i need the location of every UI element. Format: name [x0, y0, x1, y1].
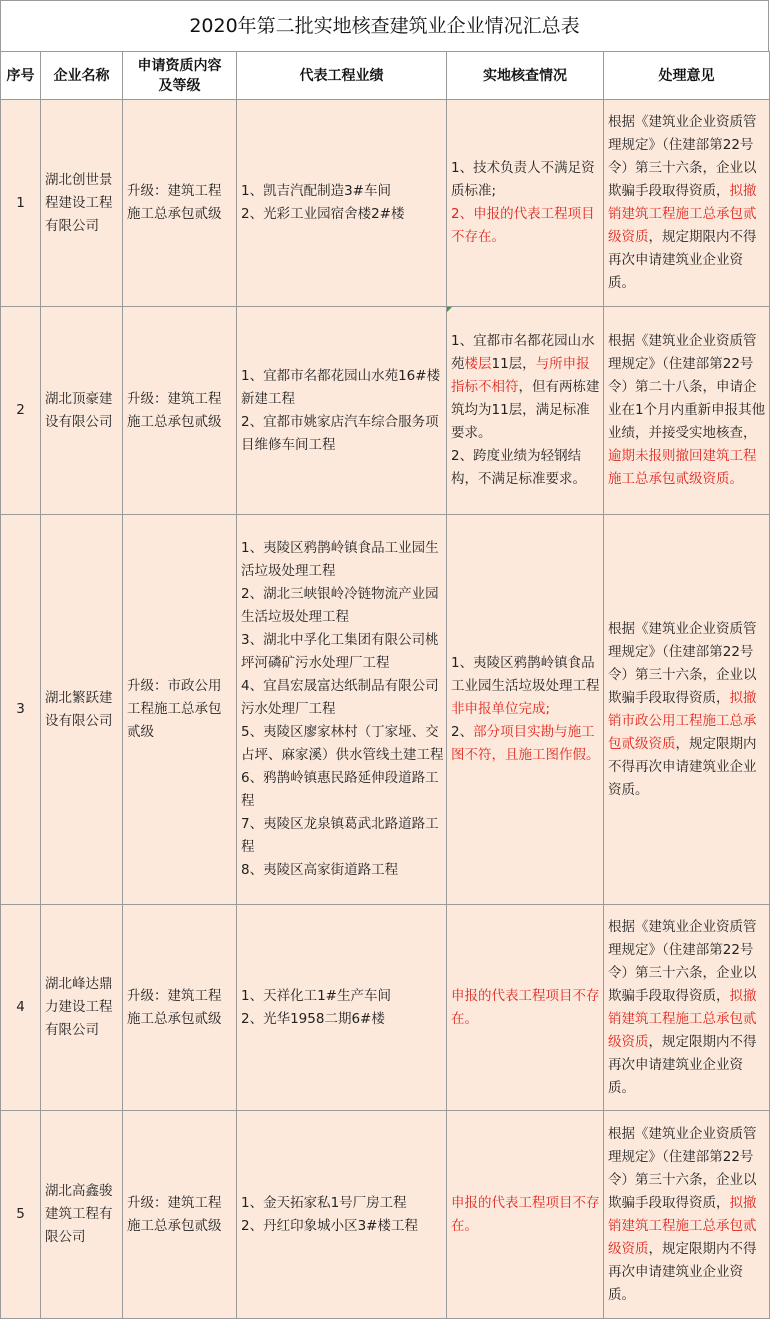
opinion-text: 根据《建筑业企业资质管理规定》（住建部第22号令）第二十八条，申请企业在1个月内重新申报其他业绩，并接受实地核查，	[608, 333, 766, 441]
project-item: 1、夷陵区鸦鹊岭镇食品工业园生活垃圾处理工程	[241, 540, 439, 579]
inspection-finding: 11层，	[491, 356, 536, 372]
inspection-result	[447, 905, 604, 1111]
opinion-highlight: 拟撤销建筑工程施工总承包贰级资质	[608, 987, 757, 1050]
inspection-result	[447, 1111, 604, 1319]
project-list	[237, 307, 447, 515]
header-qualification-line2: 及等级	[158, 77, 201, 94]
row-number: 5	[1, 1111, 41, 1319]
header-opinion: 处理意见	[604, 52, 770, 100]
project-item: 1、金天拓家私1号厂房工程	[241, 1194, 407, 1211]
inspection-finding: 1、技术负责人不满足资质标准;	[451, 160, 595, 199]
row-number: 3	[1, 515, 41, 905]
handling-opinion	[604, 1111, 770, 1319]
inspection-finding-highlight: 申报的代表工程项目不存在。	[451, 987, 600, 1027]
project-item: 2、光彩工业园宿舍楼2#楼	[241, 206, 405, 222]
header-inspection: 实地核查情况	[447, 52, 604, 100]
inspection-result	[447, 515, 604, 905]
inspection-finding-highlight: 2、申报的代表工程项目不存在。	[451, 206, 595, 245]
row-number: 2	[1, 307, 41, 515]
table-row	[1, 905, 770, 1111]
handling-opinion	[604, 905, 770, 1111]
inspection-finding-highlight: 楼层	[464, 356, 492, 372]
opinion-text: ，规定期限内不得再次申请建筑业企业资质。	[608, 229, 757, 291]
inspection-finding-highlight: 部分项目实勘与施工图不符，且施工图作假。	[451, 724, 600, 763]
table-row	[1, 307, 770, 515]
handling-opinion	[604, 307, 770, 515]
inspection-finding: 2、跨度业绩为轻钢结构，不满足标准要求。	[451, 448, 586, 487]
qualification: 升级：建筑工程施工总承包贰级	[123, 905, 237, 1111]
project-item: 5、夷陵区廖家林村（丁家垭、交占坪、麻家溪）供水管线土建工程	[241, 724, 444, 763]
company-name: 湖北顶豪建设有限公司	[41, 307, 123, 515]
company-name: 湖北繁跃建设有限公司	[41, 515, 123, 905]
qualification: 升级：建筑工程施工总承包贰级	[123, 307, 237, 515]
qualification: 升级：市政公用工程施工总承包贰级	[123, 515, 237, 905]
header-qualification-line1: 申请资质内容	[137, 57, 222, 74]
project-item: 1、天祥化工1#生产车间	[241, 987, 391, 1004]
opinion-highlight: 拟撤销市政公用工程施工总承包贰级资质	[608, 689, 757, 752]
opinion-highlight: 拟撤销建筑工程施工总承包贰级资质	[608, 183, 757, 245]
inspection-finding: 2、	[451, 724, 474, 740]
project-list	[237, 100, 447, 307]
header-no: 序号	[1, 52, 41, 100]
opinion-text: 根据《建筑业企业资质管理规定》（住建部第22号令）第三十六条，企业以欺骗手段取得资质，	[608, 1125, 757, 1211]
opinion-text: 根据《建筑业企业资质管理规定》（住建部第22号令）第三十六条，企业以欺骗手段取得资质，	[608, 114, 757, 199]
inspection-finding: ，但有两栋建筑均为11层，满足标准要求。	[451, 379, 600, 441]
table-row	[1, 1111, 770, 1319]
qualification: 升级：建筑工程施工总承包贰级	[123, 100, 237, 307]
project-item: 4、宜昌宏晟富达纸制品有限公司污水处理厂工程	[241, 678, 439, 717]
handling-opinion	[604, 100, 770, 307]
opinion-text: ，规定限期内不得再次申请建筑业企业资质。	[608, 1033, 757, 1096]
inspection-finding-highlight: 非申报单位完成;	[451, 701, 551, 717]
qualification: 升级：建筑工程施工总承包贰级	[123, 1111, 237, 1319]
project-item: 2、丹红印象城小区3#楼工程	[241, 1217, 418, 1234]
company-name: 湖北高鑫骏建筑工程有限公司	[41, 1111, 123, 1319]
project-item: 3、湖北中孚化工集团有限公司桃坪河磷矿污水处理厂工程	[241, 632, 439, 671]
project-item: 1、凯吉汽配制造3#车间	[241, 183, 391, 199]
summary-table	[0, 51, 770, 1319]
header-qualification	[123, 52, 237, 100]
inspection-finding-highlight: 与所申报指标不相符	[451, 356, 590, 395]
project-item: 7、夷陵区龙泉镇葛武北路道路工程	[241, 816, 439, 855]
project-list	[237, 1111, 447, 1319]
inspection-finding-highlight: 申报的代表工程项目不存在。	[451, 1194, 600, 1234]
opinion-text: 根据《建筑业企业资质管理规定》（住建部第22号令）第三十六条，企业以欺骗手段取得资质，	[608, 918, 757, 1004]
opinion-highlight: 逾期未报则撤回建筑工程施工总承包贰级资质。	[608, 448, 757, 487]
handling-opinion	[604, 515, 770, 905]
header-company: 企业名称	[41, 52, 123, 100]
project-item: 1、宜都市名都花园山水苑16#楼新建工程	[241, 367, 441, 407]
row-number: 1	[1, 100, 41, 307]
opinion-highlight: 拟撤销建筑工程施工总承包贰级资质	[608, 1194, 757, 1257]
project-item: 2、湖北三峡银岭冷链物流产业园生活垃圾处理工程	[241, 586, 439, 625]
project-item: 2、宜都市姚家店汽车综合服务项目维修车间工程	[241, 413, 439, 453]
opinion-text: ，规定限期内不得再次申请建筑业企业资质。	[608, 735, 757, 798]
inspection-finding: 1、夷陵区鸦鹊岭镇食品工业园生活垃圾处理工程	[451, 655, 600, 694]
company-name: 湖北峰达鼎力建设工程有限公司	[41, 905, 123, 1111]
inspection-result	[447, 307, 604, 515]
project-item: 6、鸦鹊岭镇惠民路延伸段道路工程	[241, 770, 439, 809]
inspection-finding: 1、宜都市名都花园山水苑	[451, 333, 595, 372]
inspection-result	[447, 100, 604, 307]
table-row	[1, 100, 770, 307]
project-list	[237, 515, 447, 905]
project-item: 2、光华1958二期6#楼	[241, 1010, 385, 1027]
sheet-title: 2020年第二批实地核查建筑业企业情况汇总表	[0, 0, 769, 51]
table-row	[1, 515, 770, 905]
project-list	[237, 905, 447, 1111]
header-projects: 代表工程业绩	[237, 52, 447, 100]
header-row	[1, 52, 770, 100]
opinion-text: 根据《建筑业企业资质管理规定》（住建部第22号令）第三十六条，企业以欺骗手段取得资质，	[608, 620, 757, 706]
company-name: 湖北创世景程建设工程有限公司	[41, 100, 123, 307]
row-number: 4	[1, 905, 41, 1111]
opinion-text: ，规定限期内不得再次申请建筑业企业资质。	[608, 1240, 757, 1303]
project-item: 8、夷陵区高家街道路工程	[241, 862, 399, 878]
